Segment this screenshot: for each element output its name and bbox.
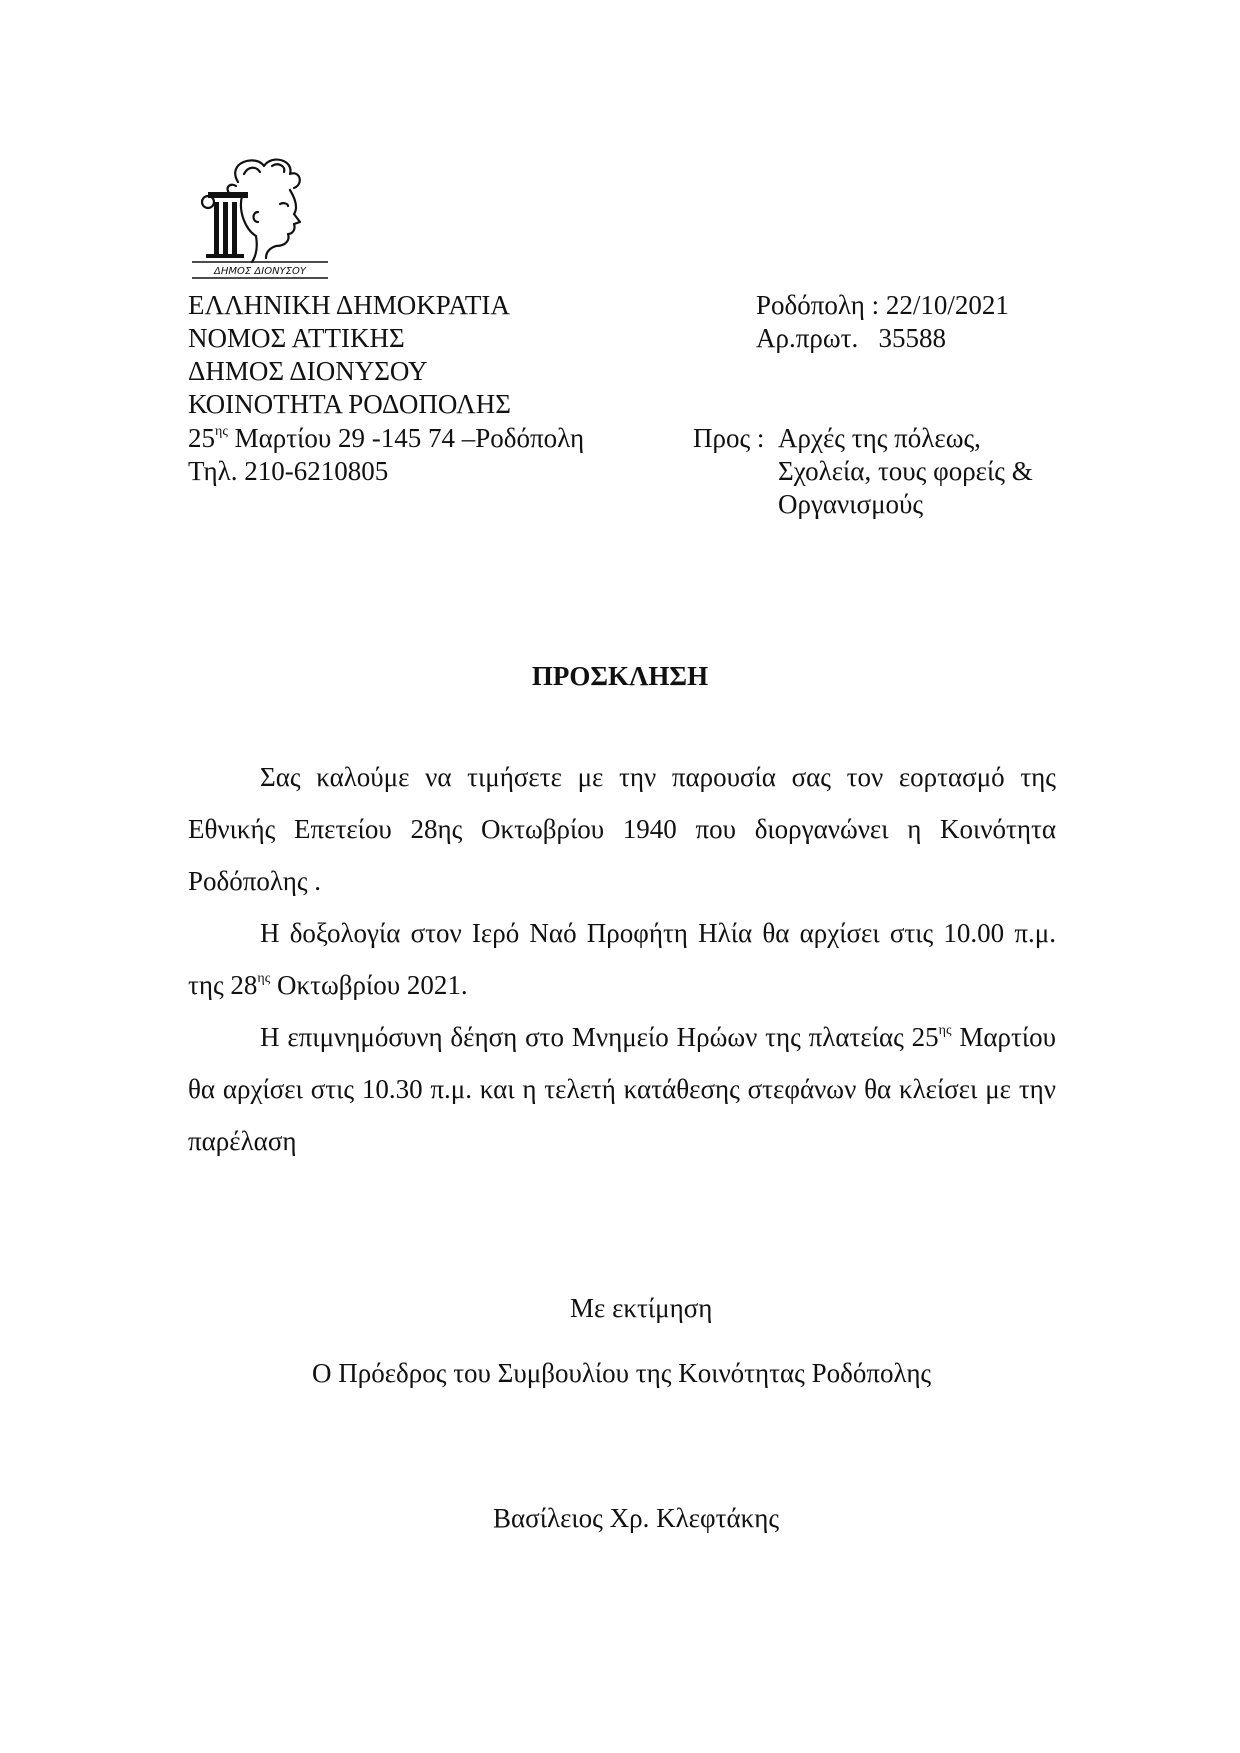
header-country: ΕΛΛΗΝΙΚΗ ΔΗΜΟΚΡΑΤΙΑ (188, 290, 510, 320)
header-municipality: ΔΗΜΟΣ ΔΙΟΝΥΣΟΥ (188, 356, 428, 386)
municipality-logo (186, 152, 334, 280)
header-community: ΚΟΙΝΟΤΗΤΑ ΡΟΔΟΠΟΛΗΣ (188, 389, 511, 419)
recipients-line: Οργανισμούς (778, 489, 924, 519)
dionysus-head-icon (186, 152, 334, 280)
body-paragraph: Σας καλούμε να τιμήσετε με την παρουσία σας τον εορτασμό της Εθνικής Επετείου 28ης Οκτωβρίου 1940 που διοργανώνει η Κοινότητα Ροδόπολης . (188, 762, 1056, 896)
logo-caption: ΔΗΜΟΣ ΔΙΟΝΥΣΟΥ (214, 266, 306, 277)
signatory-name: Βασίλειος Χρ. Κλεφτάκης (493, 1503, 780, 1533)
header-prefecture: ΝΟΜΟΣ ΑΤΤΙΚΗΣ (188, 323, 405, 353)
recipients-line: Αρχές της πόλεως, (778, 423, 981, 453)
recipients-label: Προς : (693, 423, 765, 453)
header-address: $25^{\eta\varsigma}$ Μαρτίου 29 -145 74 –Ροδόπολη (188, 423, 585, 453)
protocol-number-line: Αρ.πρωτ. 35588 (756, 323, 946, 353)
signatory-position: Ο Πρόεδρος του Συμβουλίου της Κοινότητας Ροδόπολης (312, 1358, 932, 1388)
body-paragraph: Η επιμνημόσυνη δέηση στο Μνημείο Ηρώων της πλατείας $25^{\eta\varsigma}$ Μαρτίου θα αρχίσει στις 10.30 π.μ. και η τελετή κατάθεσης στεφάνων θα κλείσει με την παρέλαση (188, 1022, 1056, 1156)
recipients-line: Σχολεία, τους φορείς & (778, 456, 1033, 486)
closing-regards: Με εκτίμηση (570, 1293, 713, 1323)
header-phone: Τηλ. 210-6210805 (188, 456, 389, 486)
body-paragraph: Η δοξολογία στον Ιερό Ναό Προφήτη Ηλία θα αρχίσει στις 10.00 π.μ. της $28^{\eta\varsigma}$ Οκτωβρίου 2021. (188, 918, 1056, 1000)
document-title: ΠΡΟΣΚΛΗΣΗ (531, 661, 709, 691)
place-date: Ροδόπολη : 22/10/2021 (756, 290, 1009, 320)
